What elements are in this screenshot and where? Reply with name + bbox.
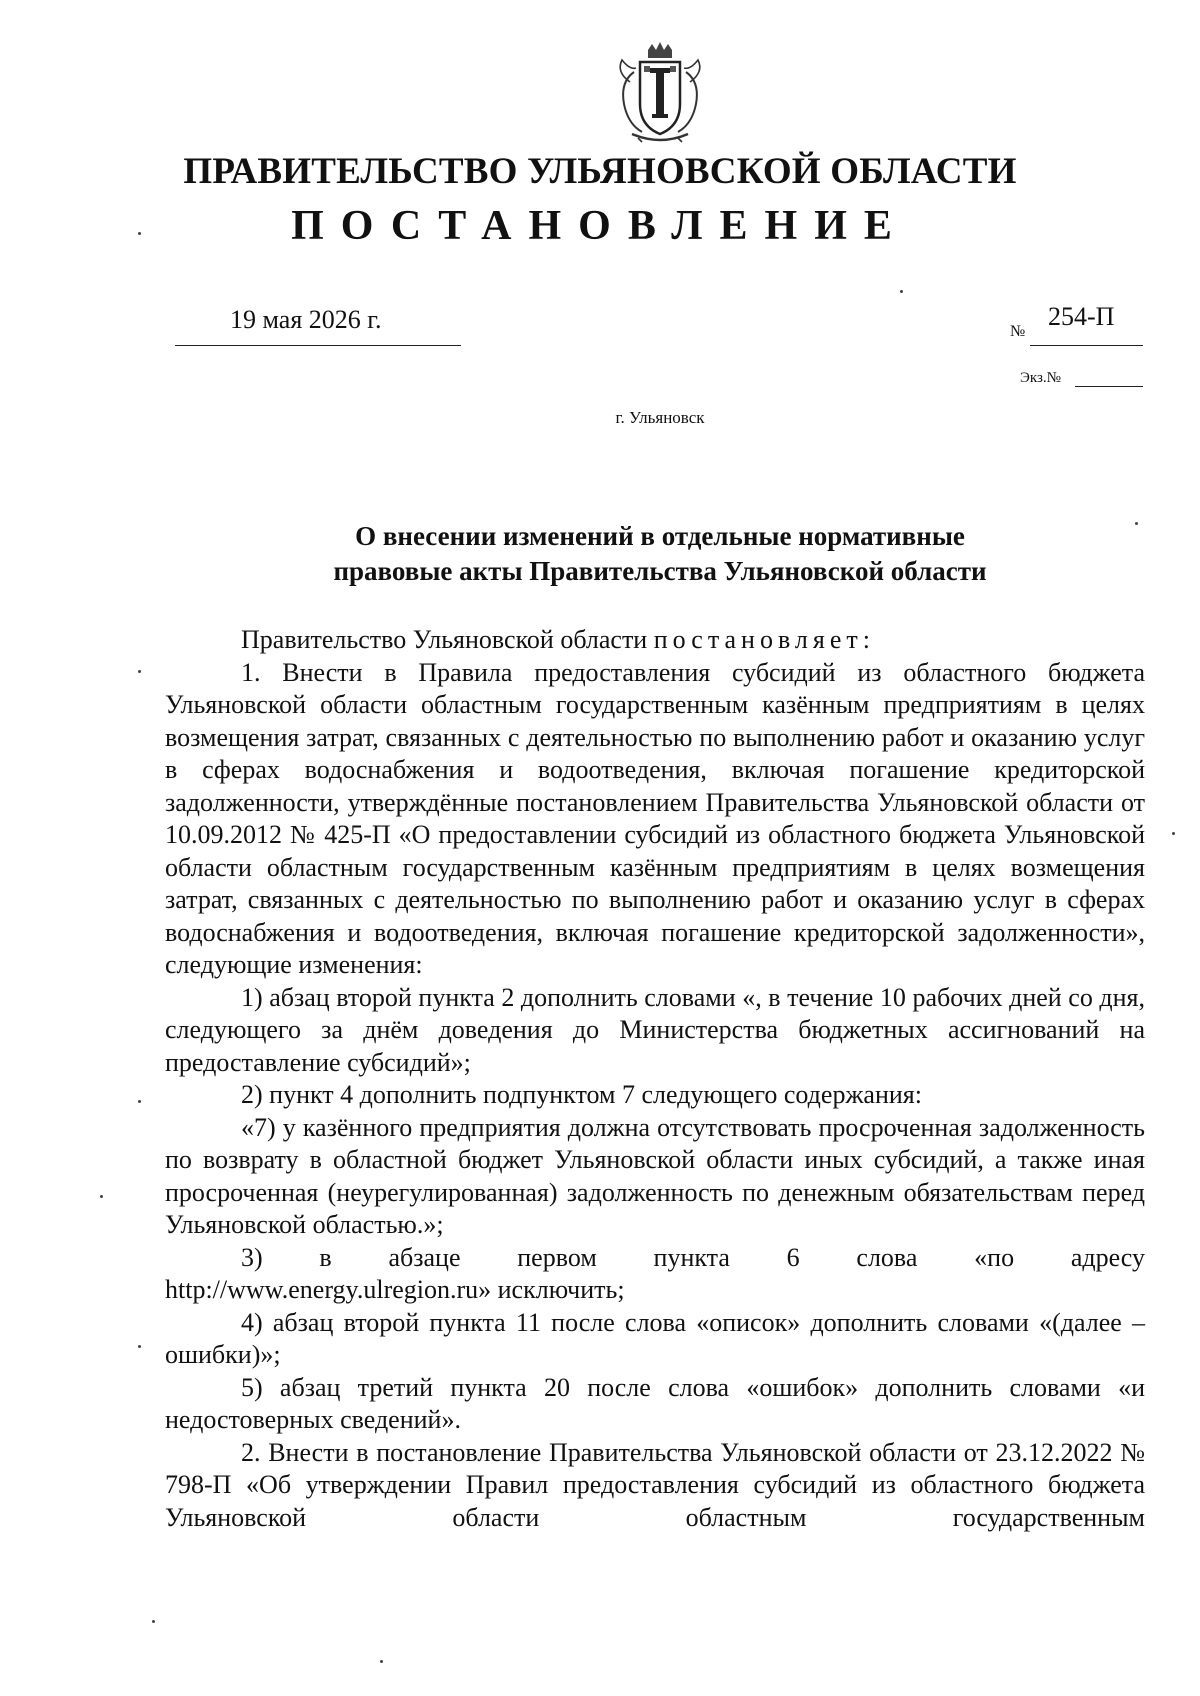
- scan-speck: [900, 290, 903, 293]
- document-type-title: ПОСТАНОВЛЕНИЕ: [291, 203, 909, 249]
- subject-line-1: О внесении изменений в отдельные нормативные: [355, 521, 965, 551]
- scan-speck: [138, 1345, 141, 1348]
- subparagraph-1-4: 4) абзац второй пункта 11 после слова «описок» дополнить словами «(далее – ошибки)»;: [165, 1307, 1145, 1369]
- intro-keyword: постановляет: [653, 625, 863, 654]
- scan-speck: [1135, 522, 1138, 525]
- copy-number-label: Экз.№: [1020, 370, 1061, 386]
- subparagraph-1-3-line-2: http://www.energy.ulregion.ru» исключить;: [165, 1275, 625, 1304]
- coat-of-arms-icon: [612, 42, 708, 146]
- scan-speck: [1172, 832, 1175, 835]
- scan-speck: [138, 670, 141, 673]
- date-underline: [175, 345, 461, 346]
- scan-speck: [100, 1195, 103, 1198]
- city-name: г. Ульяновск: [615, 408, 705, 427]
- intro-text: Правительство Ульяновской области: [241, 625, 654, 654]
- scan-speck: [152, 1620, 155, 1623]
- scan-speck: [138, 1100, 141, 1103]
- intro-colon: :: [862, 625, 870, 654]
- subparagraph-1-1: 1) абзац второй пункта 2 дополнить словами «, в течение 10 рабочих дней со дня, следующего за днём доведения до Министерства бюджетных ассигнований на предоставление субсидий»;: [165, 982, 1145, 1077]
- subparagraph-1-2-quote: «7) у казённого предприятия должна отсутствовать просроченная задолженность по возврату в областной бюджет Ульяновской области иных субсидий, а также иная просроченная (неурегулированная) задолженность по денежным обязательствам перед Ульяновской областью.»;: [165, 1112, 1145, 1239]
- scan-speck: [138, 232, 141, 235]
- paragraph-1: 1. Внести в Правила предоставления субсидий из областного бюджета Ульяновской области областным государственным казённым предприятиям в целях возмещения затрат, связанных с деятельностью по выполнению работ и оказанию услуг в сферах водоснабжения и водоотведения, включая погашение кредиторской задолженности, утверждённые постановлением Правительства Ульяновской области от 10.09.2012 № 425-П «О предоставлении субсидий из областного бюджета Ульяновской области областным государственным казённым предприятиям в целях возмещения затрат, связанных с деятельностью по выполнению работ и оказанию услуг в сферах водоснабжения и водоотведения, включая погашение кредиторской задолженности», следующие изменения:: [165, 657, 1145, 979]
- subparagraph-1-3-line-1: 3) в абзаце первом пункта 6 слова «по адресу: [241, 1242, 1145, 1272]
- number-underline: [1030, 345, 1143, 346]
- decree-number: 254-П: [1048, 302, 1115, 331]
- subparagraph-1-2: 2) пункт 4 дополнить подпунктом 7 следующего содержания:: [241, 1080, 922, 1109]
- decree-body: [165, 624, 1145, 1534]
- subject-line-2: правовые акты Правительства Ульяновской области: [333, 556, 987, 586]
- paragraph-2: 2. Внести в постановление Правительства Ульяновской области от 23.12.2022 № 798-П «Об утверждении Правил предоставления субсидий из областного бюджета Ульяновской области областным государственным: [165, 1437, 1145, 1532]
- copy-number-underline: [1075, 386, 1143, 387]
- number-sign: №: [1010, 323, 1026, 340]
- decree-subject: [180, 519, 1140, 589]
- subparagraph-1-5: 5) абзац третий пункта 20 после слова «ошибок» дополнить словами «и недостоверных сведений».: [165, 1372, 1145, 1434]
- decree-date: 19 мая 2026 г.: [230, 305, 382, 334]
- intro-paragraph: [165, 624, 1145, 657]
- scan-speck: [380, 1660, 383, 1663]
- government-title: ПРАВИТЕЛЬСТВО УЛЬЯНОВСКОЙ ОБЛАСТИ: [183, 151, 1017, 192]
